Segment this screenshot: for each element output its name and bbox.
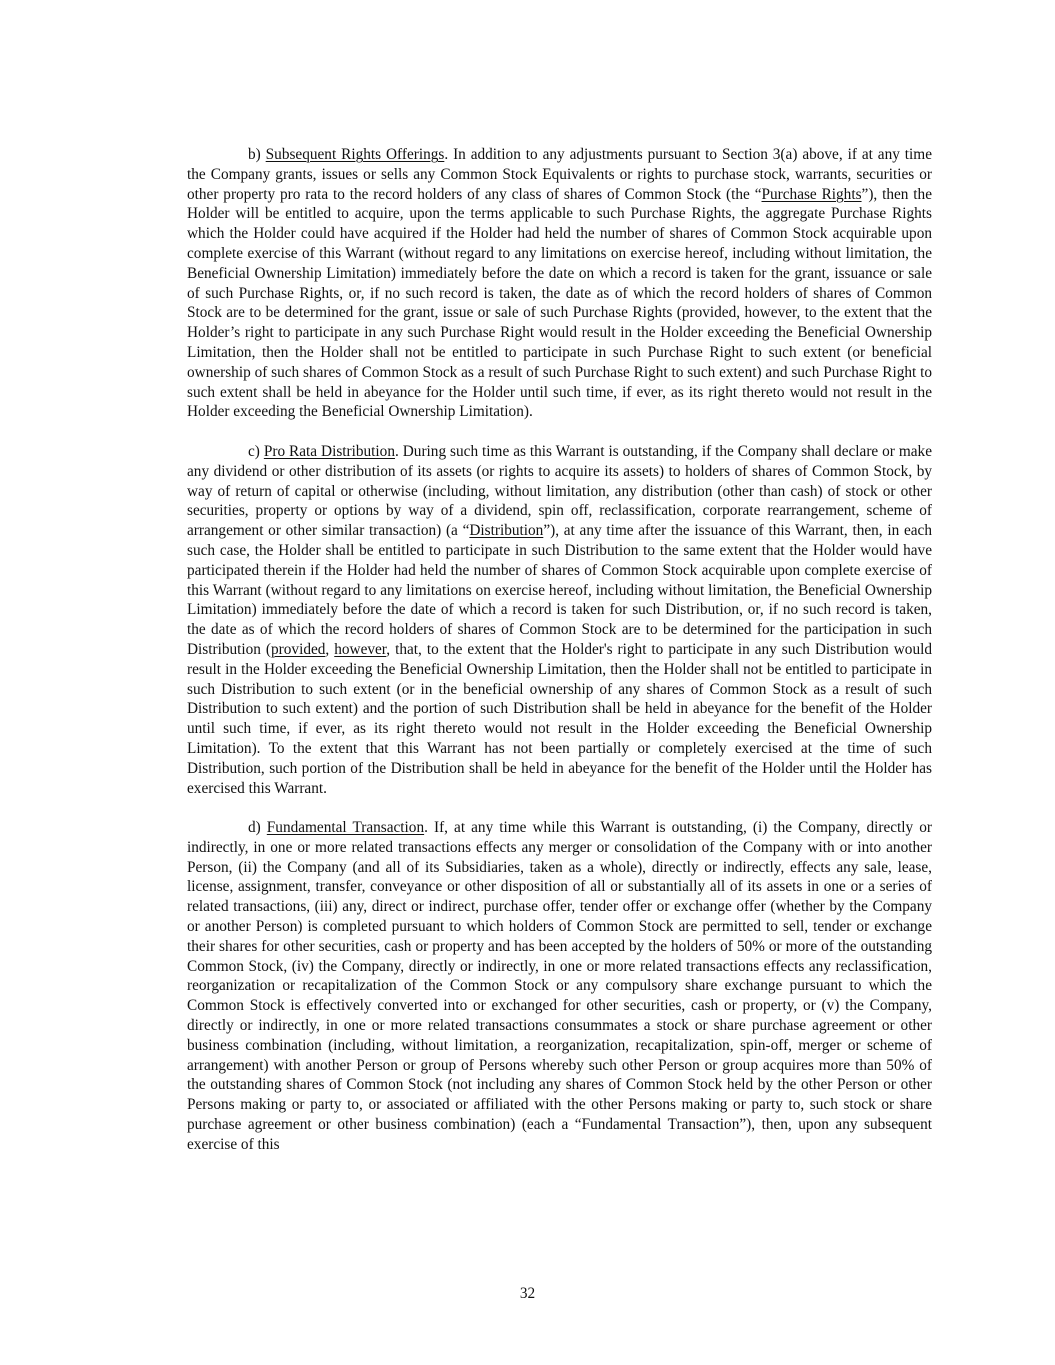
section-d-fundamental-transaction: [187, 818, 932, 1155]
section-d-prefix: d): [248, 819, 267, 837]
section-d-heading: Fundamental Transaction: [266, 819, 425, 837]
section-c-text-2: ”), at any time after the issuance of this Warrant, then, in each such case, the Holder shall be entitled to participate in such Distribution to the same extent that the Holder would have participated therein if the Holder had held the number of shares of Common Stock acquirable upon complete exercise of this Warrant (without regard to any limitations on exercise hereof, including without limitation, the Beneficial Ownership Limitation) immediately before the date of which a record is taken for such Distribution, or, if no such record is taken, the date as of which the record holders of shares of Common Stock are to be determined for the participation in such Distribution (: [187, 522, 932, 658]
section-b-text-2: ”), then the Holder will be entitled to acquire, upon the terms applicable to such Purchase Rights, the aggregate Purchase Rights which the Holder could have acquired if the Holder had held the number of shares of Common Stock acquirable upon complete exercise of this Warrant (without regard to any limitations on exercise hereof, including without limitation, the Beneficial Ownership Limitation) immediately before the date on which a record is taken for the grant, issuance or sale of such Purchase Rights, or, if no such record is taken, the date as of which the record holders of shares of Common Stock are to be determined for the grant, issue or sale of such Purchase Rights (provided, however, to the extent that the Holder’s right to participate in any such Purchase Right would result in the Holder exceeding the Beneficial Ownership Limitation, then the Holder shall not be entitled to participate in such Purchase Right to such extent (or beneficial ownership of such shares of Common Stock as a result of such Purchase Right to such extent) and such Purchase Right to such extent shall be held in abeyance for the Holder until such time, if ever, as its right thereto would not result in the Holder exceeding the Beneficial Ownership Limitation).: [187, 185, 932, 421]
page-number: 32: [519, 1285, 536, 1302]
section-b-text-1: . In addition to any adjustments pursuant to Section 3(a) above, if at any time the Company grants, issues or sells any Common Stock Equivalents or rights to purchase stock, warrants, securities or other property pro rata to the record holders of any class of shares of Common Stock (the “: [187, 146, 932, 203]
defined-term-purchase-rights: Purchase Rights: [761, 185, 862, 203]
section-c-pro-rata-distribution: [187, 442, 932, 798]
section-b-subsequent-rights-offerings: [187, 145, 932, 422]
section-c-text-1: . During such time as this Warrant is outstanding, if the Company shall declare or make any dividend or other distribution of its assets (or rights to acquire its assets) to holders of shares of Common Stock, by way of return of capital or otherwise (including, without limitation, any distribution (other than cash) of stock or other securities, property or options by way of a dividend, spin off, reclassification, corporate rearrangement, scheme of arrangement or other similar transaction) (a “: [187, 442, 932, 540]
section-c-prefix: c): [248, 442, 264, 460]
section-d-text-1: . If, at any time while this Warrant is outstanding, (i) the Company, directly or indirectly, in one or more related transactions effects any merger or consolidation of the Company with or into another Person, (ii) the Company (and all of its Subsidiaries, taken as a whole), directly or indirectly, effects any sale, lease, license, assignment, transfer, conveyance or other disposition of all or substantially all of its assets in one or a series of related transactions, (iii) any, direct or indirect, purchase offer, tender offer or exchange offer (whether by the Company or another Person) is completed pursuant to which holders of Common Stock are permitted to sell, tender or exchange their shares for other securities, cash or property and has been accepted by the holders of 50% or more of the outstanding Common Stock, (iv) the Company, directly or indirectly, in one or more related transactions effects any reclassification, reorganization or recapitalization of the Common Stock or any compulsory share exchange pursuant to which the Common Stock is effectively converted into or exchanged for other securities, cash or property, or (v) the Company, directly or indirectly, in one or more related transactions consummates a stock or share purchase agreement or other business combination (including, without limitation, a reorganization, recapitalization, spin-off, merger or scheme of arrangement) with another Person or group of Persons whereby such other Person or group acquires more than 50% of the outstanding shares of Common Stock (not including any shares of Common Stock held by the other Person or other Persons making or party to, or associated or affiliated with the other Persons making or party to, such stock or share purchase agreement or other business combination) (each a “Fundamental Transaction”), then, upon any subsequent exercise of this: [187, 819, 932, 1153]
term-however: however: [334, 640, 387, 658]
section-c-text-3: ,: [325, 640, 335, 658]
defined-term-distribution: Distribution: [469, 522, 544, 540]
section-b-heading: Subsequent Rights Offerings: [265, 146, 445, 163]
section-b-prefix: b): [248, 146, 266, 163]
document-page: [187, 145, 932, 1155]
section-c-heading: Pro Rata Distribution: [263, 442, 395, 460]
section-c-text-4: , that, to the extent that the Holder's right to participate in any such Distribution would result in the Holder exceeding the Beneficial Ownership Limitation, then the Holder shall not be entitled to participate in such Distribution to such extent (or in the beneficial ownership of any shares of Common Stock as a result of such Distribution to such extent) and the portion of such Distribution shall be held in abeyance for the benefit of the Holder until such time, if ever, as its right thereto would not result in the Holder exceeding the Beneficial Ownership Limitation). To the extent that this Warrant has not been partially or completely exercised at the time of such Distribution, such portion of the Distribution shall be held in abeyance for the benefit of the Holder until the Holder has exercised this Warrant.: [187, 640, 933, 797]
term-provided: provided: [271, 640, 326, 658]
